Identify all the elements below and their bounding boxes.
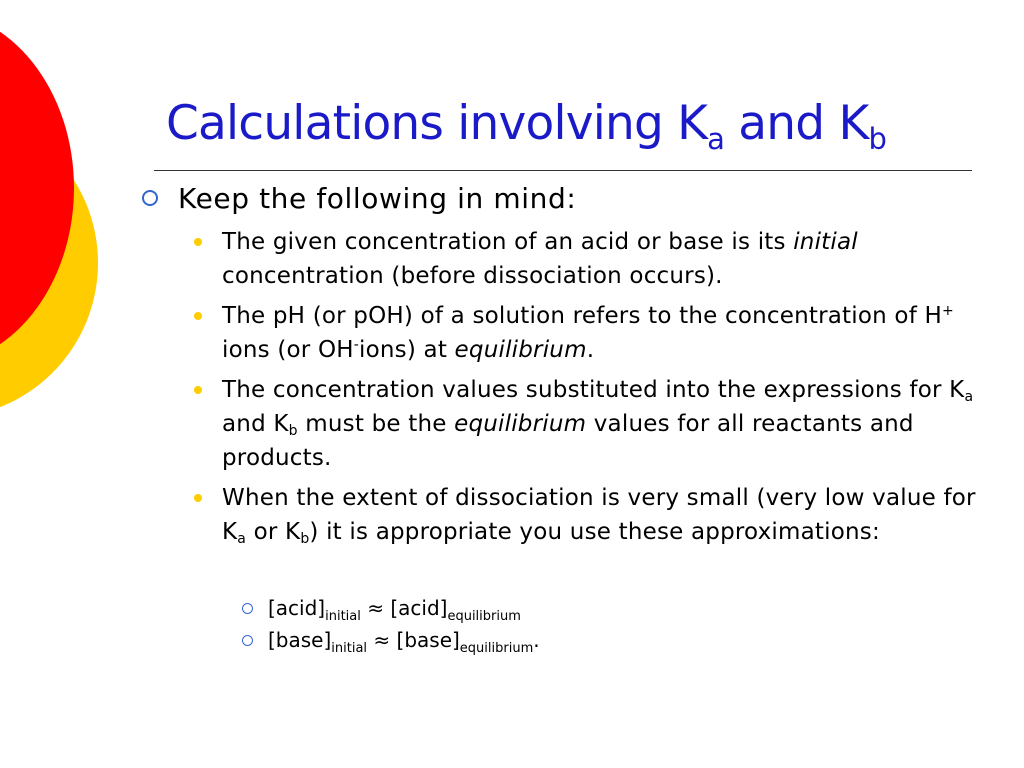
bullet-text: The given concentration of an acid or base is its: [222, 229, 794, 255]
superscript-minus: -: [353, 337, 360, 353]
title-and: and K: [724, 96, 869, 151]
bullet-item: [190, 299, 980, 367]
approx-text: [acid]: [268, 596, 326, 620]
subscript-initial: initial: [331, 641, 368, 656]
approx-text: [base]: [268, 628, 332, 652]
hollow-circle-bullet-icon: [242, 635, 253, 646]
level1-text: Keep the following in mind:: [178, 182, 577, 215]
approx-symbol: ≈: [367, 628, 397, 652]
subscript-b: b: [288, 423, 298, 439]
bullet-text: The concentration values substituted into the expressions for K: [222, 377, 965, 403]
bullet-text: The pH (or pOH) of a solution refers to the concentration of H: [222, 303, 942, 329]
approx-text: [base]: [396, 628, 460, 652]
bullet-text: concentration (before dissociation occurs).: [222, 263, 723, 289]
bullet-item: [190, 225, 980, 293]
bullet-item: [190, 373, 980, 475]
approximation-list: [242, 592, 540, 656]
bullet-text: and K: [222, 411, 289, 437]
bullet-text: or K: [246, 519, 301, 545]
bullet-text: values for all reactants and products.: [222, 411, 914, 471]
bullet-emphasis: equilibrium: [454, 337, 587, 363]
title-subscript-b: b: [868, 122, 887, 156]
bullet-text: ions) at: [359, 337, 455, 363]
title-main: Calculations involving K: [166, 96, 708, 151]
title-subscript-a: a: [707, 122, 725, 156]
subscript-a: a: [237, 531, 247, 547]
slide-title: [166, 94, 886, 154]
bullet-list: [190, 225, 980, 555]
hollow-circle-bullet-icon: [142, 190, 158, 206]
bullet-dot-icon: [194, 312, 202, 320]
subscript-equilibrium: equilibrium: [447, 609, 521, 624]
bullet-item: [190, 481, 980, 549]
subscript-equilibrium: equilibrium: [459, 641, 534, 656]
approx-text: .: [533, 628, 540, 652]
bullet-emphasis: initial: [793, 229, 858, 255]
subscript-initial: initial: [325, 609, 361, 624]
approx-text: [acid]: [390, 596, 448, 620]
subscript-a: a: [964, 389, 974, 405]
bullet-emphasis: equilibrium: [454, 411, 587, 437]
title-divider: [154, 170, 972, 171]
bullet-dot-icon: [194, 386, 202, 394]
approximation-item: [242, 592, 540, 624]
approx-symbol: ≈: [360, 596, 391, 620]
bullet-dot-icon: [194, 494, 202, 502]
bullet-text: ions (or OH: [222, 337, 354, 363]
bullet-dot-icon: [194, 238, 202, 246]
bullet-text: When the extent of dissociation is very small (very low value for K: [222, 485, 976, 545]
bullet-text: .: [586, 337, 595, 363]
bullet-text: ) it is appropriate you use these approximations:: [309, 519, 880, 545]
superscript-plus: +: [942, 303, 954, 319]
bullet-text: must be the: [297, 411, 455, 437]
subscript-b: b: [300, 531, 310, 547]
approximation-item: [242, 624, 540, 656]
hollow-circle-bullet-icon: [242, 603, 253, 614]
